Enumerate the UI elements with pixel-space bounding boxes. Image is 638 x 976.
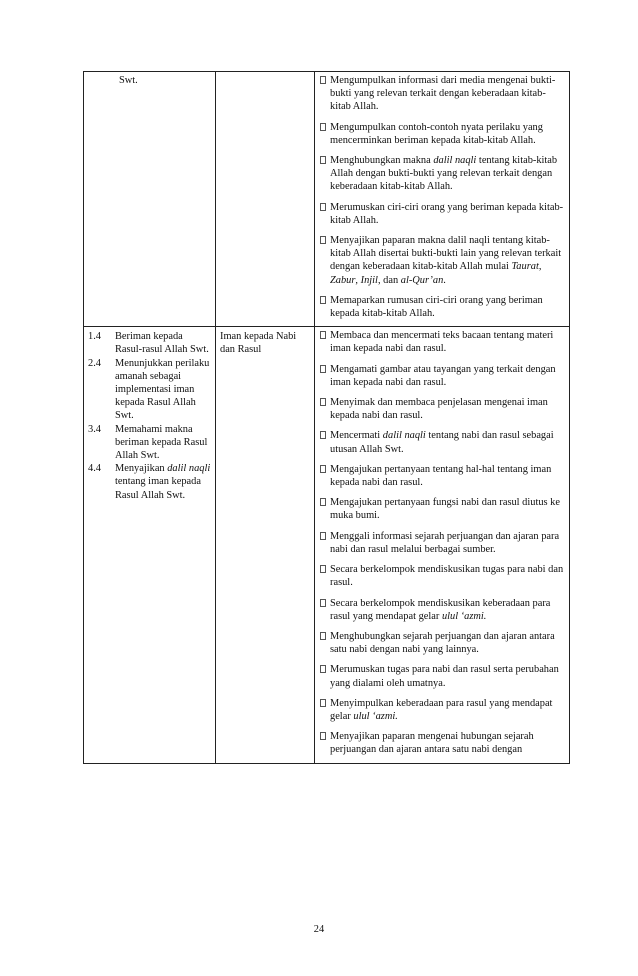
italic-term: dalil naqli bbox=[382, 430, 426, 442]
checkbox-bullet-icon bbox=[320, 532, 326, 540]
italic-term: dalil naqli bbox=[433, 155, 477, 167]
activity-item bbox=[320, 329, 565, 355]
competency-item bbox=[88, 462, 211, 502]
checkbox-bullet-icon bbox=[320, 632, 326, 640]
activity-item bbox=[320, 530, 565, 556]
text-run: Secara berkelompok mendiskusikan keberadaan para rasul yang mendapat gelar bbox=[330, 597, 551, 622]
competency-item bbox=[88, 423, 211, 463]
competency-number: 1.4 bbox=[88, 331, 101, 343]
text-run: Mengajukan pertanyaan tentang hal-hal tentang iman kepada nabi dan rasul. bbox=[330, 463, 552, 489]
checkbox-bullet-icon bbox=[320, 331, 326, 339]
italic-term: Zabur bbox=[330, 274, 356, 286]
checkbox-bullet-icon bbox=[320, 699, 326, 707]
activity-item bbox=[320, 730, 565, 756]
table-row bbox=[84, 327, 570, 763]
activity-item bbox=[320, 154, 565, 194]
page-number: 24 bbox=[313, 924, 325, 935]
checkbox-bullet-icon bbox=[320, 203, 326, 211]
activity-item bbox=[320, 201, 565, 227]
italic-term: dalil naqli bbox=[167, 463, 211, 475]
text-run: Mengajukan pertanyaan fungsi nabi dan rasul diutus ke muka bumi. bbox=[330, 497, 560, 522]
checkbox-bullet-icon bbox=[320, 465, 326, 473]
activity-list bbox=[315, 72, 569, 326]
text-run: Beriman kepada Rasul-rasul Allah Swt. bbox=[115, 331, 209, 356]
checkbox-bullet-icon bbox=[320, 76, 326, 84]
activity-item bbox=[320, 294, 565, 320]
text-run: , bbox=[355, 274, 361, 286]
text-run: Merumuskan ciri-ciri orang yang beriman kepada kitab-kitab Allah. bbox=[330, 201, 564, 226]
activity-item bbox=[320, 121, 565, 147]
topic-cell bbox=[216, 72, 315, 327]
checkbox-bullet-icon bbox=[320, 236, 326, 244]
text-run: Menghubungkan makna bbox=[330, 155, 434, 167]
activities-cell bbox=[315, 327, 570, 763]
checkbox-bullet-icon bbox=[320, 156, 326, 164]
text-run: Menunjukkan perilaku amanah sebagai implementasi iman kepada Rasul Allah Swt. bbox=[115, 357, 210, 422]
text-run: Menyajikan bbox=[115, 463, 168, 475]
text-run: Membaca dan mencermati teks bacaan tentang materi iman kepada nabi dan rasul. bbox=[330, 330, 554, 355]
activity-item bbox=[320, 234, 565, 287]
activity-item bbox=[320, 663, 565, 689]
activity-item bbox=[320, 630, 565, 656]
text-run: tentang nabi dan rasul sebagai utusan Allah Swt. bbox=[330, 430, 554, 455]
syllabus-table bbox=[83, 71, 570, 764]
text-run: tentang iman kepada Rasul Allah Swt. bbox=[115, 476, 201, 501]
activity-item bbox=[320, 597, 565, 623]
activity-item bbox=[320, 429, 565, 455]
checkbox-bullet-icon bbox=[320, 296, 326, 304]
text-run: Secara berkelompok mendiskusikan tugas para nabi dan rasul. bbox=[330, 564, 564, 589]
activity-item bbox=[320, 396, 565, 422]
checkbox-bullet-icon bbox=[320, 365, 326, 373]
checkbox-bullet-icon bbox=[320, 123, 326, 131]
competency-list bbox=[84, 327, 215, 508]
checkbox-bullet-icon bbox=[320, 599, 326, 607]
checkbox-bullet-icon bbox=[320, 665, 326, 673]
activity-item bbox=[320, 697, 565, 723]
checkbox-bullet-icon bbox=[320, 732, 326, 740]
activity-item bbox=[320, 74, 565, 114]
text-run: Mengumpulkan contoh-contoh nyata perilaku yang mencerminkan beriman kepada kitab-kitab Allah. bbox=[330, 121, 543, 146]
italic-term: ulul ‘azmi. bbox=[441, 610, 487, 622]
activity-item bbox=[320, 563, 565, 589]
italic-term: al-Qur’an bbox=[400, 274, 444, 286]
activities-cell bbox=[315, 72, 570, 327]
activity-item bbox=[320, 363, 565, 389]
text-run: Menggali informasi sejarah perjuangan dan ajaran para nabi dan rasul melalui berbagai sumber. bbox=[330, 530, 560, 555]
text-run: Menghubungkan sejarah perjuangan dan ajaran antara satu nabi dengan nabi yang lainnya. bbox=[330, 630, 555, 656]
checkbox-bullet-icon bbox=[320, 398, 326, 406]
topic-cell bbox=[216, 327, 315, 763]
activity-item bbox=[320, 496, 565, 522]
checkbox-bullet-icon bbox=[320, 431, 326, 439]
text-run: Mengamati gambar atau tayangan yang terkait dengan iman kepada nabi dan rasul. bbox=[330, 363, 556, 388]
italic-term: Taurat bbox=[511, 261, 539, 273]
text-run: . bbox=[443, 274, 446, 286]
competency-number: 2.4 bbox=[88, 357, 101, 369]
competency-item bbox=[88, 357, 211, 423]
topic-text: Iman kepada Nabi dan Rasul bbox=[220, 331, 297, 356]
text-run: Menyimpulkan keberadaan para rasul yang mendapat gelar bbox=[330, 697, 553, 722]
text-run: Memaparkan rumusan ciri-ciri orang yang beriman kepada kitab-kitab Allah. bbox=[330, 294, 543, 320]
text-run: Menyajikan paparan mengenai hubungan sejarah perjuangan dan ajaran antara satu nabi dengan bbox=[330, 731, 534, 756]
text-run: Merumuskan tugas para nabi dan rasul serta perubahan yang dialami oleh umatnya. bbox=[330, 664, 559, 689]
competency-item bbox=[88, 330, 211, 356]
italic-term: Injil bbox=[360, 274, 378, 286]
activity-item bbox=[320, 463, 565, 489]
checkbox-bullet-icon bbox=[320, 565, 326, 573]
italic-term: ulul ‘azmi. bbox=[353, 710, 398, 722]
text-run: , bbox=[538, 261, 542, 273]
text-run: Mencermati bbox=[330, 430, 383, 442]
topic-text bbox=[216, 72, 314, 78]
competency-number: 3.4 bbox=[88, 423, 101, 435]
text-run: , dan bbox=[377, 274, 401, 286]
text-run: Menyimak dan membaca penjelasan mengenai iman kepada nabi dan rasul. bbox=[330, 397, 548, 422]
text-run: Memahami makna beriman kepada Rasul Allah Swt. bbox=[115, 423, 208, 462]
text-run: Menyajikan paparan makna dalil naqli tentang kitab-kitab Allah disertai bukti-bukti lain yang relevan terkait dengan keberadaan kitab-kitab Allah mulai bbox=[330, 235, 562, 273]
competency-cell bbox=[84, 72, 216, 327]
text-run: Mengumpulkan informasi dari media mengenai bukti-bukti yang relevan terkait dengan keberadaan kitab-kitab Allah. bbox=[330, 75, 556, 113]
table-row bbox=[84, 72, 570, 327]
competency-continuation: Swt. bbox=[119, 75, 138, 86]
activity-list bbox=[315, 327, 569, 762]
text-run: tentang kitab-kitab Allah dengan bukti-bukti yang relevan terkait dengan keberadaan kitab-kitab Allah. bbox=[330, 155, 558, 193]
competency-number: 4.4 bbox=[88, 463, 101, 475]
checkbox-bullet-icon bbox=[320, 498, 326, 506]
competency-cell bbox=[84, 327, 216, 763]
